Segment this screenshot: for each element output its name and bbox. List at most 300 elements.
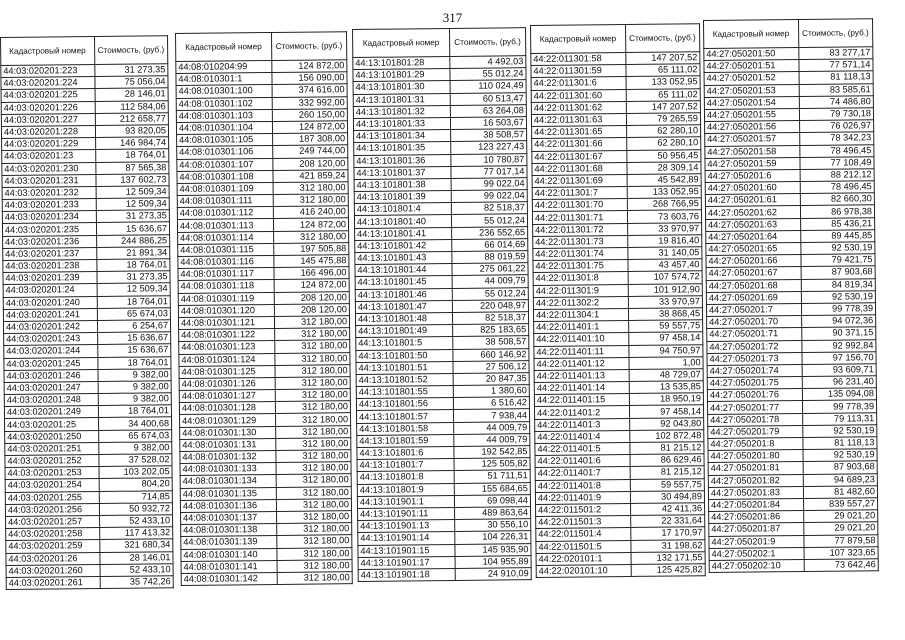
cadastral-number-cell: 44:03:020201:236 (3, 235, 97, 248)
table-row (2, 149, 169, 163)
cost-cell: 99 778,39 (801, 303, 875, 316)
cost-cell: 147 207,52 (625, 52, 699, 65)
table-row (706, 254, 875, 268)
cost-cell: 84 819,34 (801, 278, 875, 291)
cost-cell: 9 382,00 (98, 381, 172, 394)
cadastral-number-cell: 44:08:010301:133 (180, 463, 276, 476)
cadastral-number-cell: 44:03:020201:230 (2, 162, 96, 175)
cadastral-number-cell: 44:08:010301:139 (181, 536, 277, 549)
cadastral-number-cell: 44:03:020201:225 (1, 89, 95, 102)
cadastral-number-cell: 44:03:020201:244 (4, 345, 98, 358)
cadastral-number-cell: 44:13:101801:55 (356, 386, 453, 399)
table-row (533, 271, 702, 285)
cost-cell: 44 009,79 (453, 421, 529, 434)
cadastral-number-cell: 44:22:011401:3 (535, 418, 630, 431)
cost-cell: 18 764,01 (97, 356, 171, 369)
cost-cell: 12 509,34 (97, 283, 171, 296)
table-row (707, 315, 876, 329)
cost-cell: 104 226,31 (455, 531, 531, 544)
table-header-row (1, 36, 168, 66)
cost-cell: 74 486,80 (799, 95, 873, 108)
cost-cell: 21 891,34 (96, 247, 170, 260)
cost-cell: 81 118,13 (803, 437, 877, 450)
cost-cell: 28 309,14 (627, 161, 701, 174)
cadastral-number-cell: 44:22:011501:4 (536, 528, 631, 541)
cadastral-number-cell: 44:08:010301:109 (177, 182, 273, 195)
cadastral-number-cell: 44:08:010301:112 (177, 207, 273, 220)
cost-cell: 839 557,27 (803, 498, 877, 511)
cost-cell: 77 017,14 (451, 165, 527, 178)
cadastral-number-cell: 44:27:050201:58 (705, 145, 800, 158)
table-row (705, 120, 874, 134)
cadastral-number-cell: 44:27:050201:55 (704, 108, 799, 121)
table-row (534, 405, 703, 419)
cadastral-number-cell: 44:22:011401:13 (534, 369, 629, 382)
cadastral-number-cell: 44:22:011302:2 (533, 296, 628, 309)
cadastral-number-cell: 44:08:010301:142 (181, 572, 277, 585)
cost-cell: 93 820,05 (95, 125, 169, 138)
cadastral-number-cell: 44:13:101801:8 (357, 471, 454, 484)
cost-cell: 7 938,44 (453, 409, 529, 422)
table-row (533, 259, 702, 273)
cadastral-number-cell: 44:13:101901:1 (357, 495, 454, 508)
cadastral-number-cell: 44:27:050201:68 (706, 279, 801, 292)
cadastral-number-cell: 44:13:101801:56 (356, 398, 453, 411)
cost-cell: 312 180,00 (276, 462, 351, 475)
cost-cell: 18 764,01 (96, 259, 170, 272)
table-header-row (531, 24, 700, 54)
cadastral-number-cell: 44:27:050201:74 (707, 364, 802, 377)
cost-cell: 312 180,00 (275, 437, 350, 450)
cadastral-number-cell: 44:08:010301:108 (177, 170, 273, 183)
cost-cell: 88 212,12 (800, 169, 874, 182)
cost-cell: 31 273,35 (94, 64, 168, 77)
cost-cell: 29 021,20 (803, 510, 877, 523)
cost-cell: 260 150,00 (272, 108, 347, 121)
cadastral-number-cell: 44:27:050202:10 (709, 559, 804, 572)
cadastral-number-cell: 44:22:011401:6 (535, 455, 630, 468)
cost-cell: 94 689,23 (803, 473, 877, 486)
cadastral-number-cell: 44:22:011304:1 (533, 308, 628, 321)
cost-cell: 249 744,00 (272, 145, 347, 158)
table-row (706, 242, 875, 256)
cadastral-number-cell: 44:22:011301:66 (532, 138, 627, 151)
cadastral-number-cell: 44:22:011401:9 (535, 491, 630, 504)
cadastral-number-cell: 44:08:010301:100 (176, 85, 272, 98)
cadastral-number-cell: 44:27:050201:86 (709, 511, 804, 524)
cadastral-number-cell: 44:13:101801:45 (355, 276, 452, 289)
cadastral-number-cell: 44:22:011301:62 (531, 101, 626, 114)
cadastral-number-cell: 44:22:011301:75 (533, 260, 628, 273)
cost-cell: 82 518,37 (451, 202, 527, 215)
cadastral-number-cell: 44:13:101801:50 (356, 349, 453, 362)
cadastral-number-cell: 44:13:101801:29 (353, 69, 450, 82)
table-row (533, 247, 702, 261)
cadastral-number-cell: 44:27:050201:84 (709, 498, 804, 511)
table-row (6, 539, 173, 553)
cadastral-number-cell: 44:08:010301:137 (181, 511, 277, 524)
cadastral-number-cell: 44:03:020201:245 (4, 357, 98, 370)
cadastral-number-cell: 44:27:050201:9 (709, 535, 804, 548)
cost-cell: 81 215,12 (630, 466, 704, 479)
cadastral-number-cell: 44:22:020101:10 (536, 564, 631, 577)
cost-cell: 9 382,00 (97, 368, 171, 381)
cost-cell: 87 565,38 (95, 161, 169, 174)
cost-cell: 145 475,88 (274, 255, 349, 268)
cadastral-number-cell: 44:08:010301:138 (181, 524, 277, 537)
cost-cell: 147 207,52 (626, 100, 700, 113)
cadastral-number-cell: 44:13:101801:43 (355, 251, 452, 264)
header-cost: Стоимость, (руб.) (449, 28, 525, 57)
cost-cell: 78 496,45 (800, 181, 874, 194)
table-row (707, 376, 876, 390)
cadastral-number-cell: 44:08:010301:119 (178, 292, 274, 305)
cost-cell: 312 180,00 (276, 523, 351, 536)
cost-cell: 312 180,00 (274, 340, 349, 353)
table-row (3, 283, 170, 297)
cost-cell: 88 019,59 (452, 251, 528, 264)
cadastral-number-cell: 44:13:101801:49 (356, 325, 453, 338)
cost-cell: 87 903,68 (801, 266, 875, 279)
cadastral-number-cell: 44:27:050201:78 (708, 413, 803, 426)
cost-cell: 51 711,51 (454, 470, 530, 483)
cadastre-table-4 (530, 23, 706, 578)
table-row (534, 344, 703, 358)
cost-cell: 81 118,13 (799, 71, 873, 84)
table-row (706, 303, 875, 317)
cadastral-number-cell: 44:03:020201:253 (5, 467, 99, 480)
cost-cell: 31 273,35 (96, 271, 170, 284)
cadastral-number-cell: 44:08:010301:104 (176, 121, 272, 134)
cadastral-number-cell: 44:13:101801:32 (353, 105, 450, 118)
cost-cell: 31 273,35 (96, 210, 170, 223)
table-row (3, 320, 170, 334)
cadastral-number-cell: 44:13:101901:15 (358, 544, 455, 557)
table-row (534, 393, 703, 407)
cadastral-number-cell: 44:22:011301:70 (532, 199, 627, 212)
cadastral-number-cell: 44:13:101801:31 (353, 93, 450, 106)
cost-cell: 65 674,03 (98, 429, 172, 442)
cadastral-number-cell: 44:27:050201:62 (705, 206, 800, 219)
cadastral-number-cell: 44:22:011401:1 (534, 321, 629, 334)
cadastral-number-cell: 44:08:010301:102 (176, 97, 272, 110)
cost-cell: 17 170,97 (630, 527, 704, 540)
cost-cell: 92 043,80 (629, 417, 703, 430)
cost-cell: 18 950,19 (629, 393, 703, 406)
table-row (533, 295, 702, 309)
table-row (706, 217, 875, 231)
cost-cell: 103 202,05 (99, 466, 173, 479)
cadastral-number-cell: 44:22:011301:7 (532, 187, 627, 200)
cadastral-number-cell: 44:27:050201:6 (705, 169, 800, 182)
cost-cell: 97 156,70 (802, 351, 876, 364)
cost-cell: 312 180,00 (276, 511, 351, 524)
cost-cell: 332 992,00 (272, 96, 347, 109)
table-row (3, 234, 170, 248)
cost-cell: 208 120,00 (274, 291, 349, 304)
table-row (3, 271, 170, 285)
cost-cell: 79 730,18 (799, 108, 873, 121)
cost-cell: 312 180,00 (277, 547, 352, 560)
table-row (534, 320, 703, 334)
cost-cell: 208 120,00 (273, 157, 348, 170)
cadastral-number-cell: 44:13:101801:35 (354, 142, 451, 155)
table-row (536, 515, 705, 529)
table-row (704, 95, 873, 109)
table-row (709, 534, 878, 548)
cost-cell: 155 684,65 (454, 482, 530, 495)
table-row (5, 490, 172, 504)
cadastral-number-cell: 44:13:101801:42 (355, 239, 452, 252)
cost-cell: 28 146,01 (99, 551, 173, 564)
table-row (534, 332, 703, 346)
cost-cell: 107 323,65 (804, 546, 878, 559)
table-row (532, 210, 701, 224)
cost-cell: 275 061,22 (452, 263, 528, 276)
cadastral-number-cell: 44:08:010301:117 (178, 268, 274, 281)
cost-cell: 12 509,34 (96, 186, 170, 199)
table-row (536, 564, 705, 578)
cost-cell: 35 742,26 (100, 576, 174, 589)
cadastral-number-cell: 44:22:011301:6 (531, 77, 626, 90)
table-row (2, 222, 169, 236)
cadastral-number-cell: 44:27:050201:65 (706, 242, 801, 255)
cost-cell: 42 411,36 (630, 503, 704, 516)
cadastral-number-cell: 44:27:050201:80 (708, 450, 803, 463)
cost-cell: 92 530,19 (800, 242, 874, 255)
cost-cell: 312 180,00 (273, 194, 348, 207)
table-row (531, 52, 700, 66)
cost-cell: 714,85 (99, 490, 173, 503)
cadastral-number-cell: 44:22:011301:65 (532, 126, 627, 139)
cadastral-number-cell: 44:03:020201:252 (5, 454, 99, 467)
cadastral-number-cell: 44:27:050201:59 (705, 157, 800, 170)
cost-cell: 312 180,00 (274, 316, 349, 329)
cadastre-table-5 (703, 18, 879, 573)
table-row (4, 381, 171, 395)
cost-cell: 62 280,10 (626, 137, 700, 150)
cost-cell: 312 180,00 (276, 498, 351, 511)
cadastral-number-cell: 44:08:010301:129 (179, 414, 275, 427)
cadastral-number-cell: 44:13:101801:41 (355, 227, 452, 240)
cadastral-number-cell: 44:08:010301:106 (177, 146, 273, 159)
cadastral-number-cell: 44:13:101801:57 (356, 410, 453, 423)
cost-cell: 825 183,65 (452, 324, 528, 337)
cadastral-number-cell: 44:03:020201:255 (5, 491, 99, 504)
cost-cell: 55 012,24 (450, 68, 526, 81)
table-row (704, 83, 873, 97)
cost-cell: 34 400,68 (98, 417, 172, 430)
cadastral-number-cell: 44:13:101801:7 (357, 459, 454, 472)
cost-cell: 374 616,00 (272, 84, 347, 97)
cadastral-number-cell: 44:03:020201:249 (4, 406, 98, 419)
cadastre-table-1 (0, 35, 174, 590)
cost-cell: 236 552,65 (451, 226, 527, 239)
cost-cell: 27 506,12 (453, 360, 529, 373)
cadastral-number-cell: 44:03:020201:226 (1, 101, 95, 114)
table-row (5, 442, 172, 456)
cost-cell: 75 056,04 (94, 76, 168, 89)
table-row (6, 515, 173, 529)
cadastral-number-cell: 44:03:020201:235 (2, 223, 96, 236)
cost-cell: 83 585,61 (799, 83, 873, 96)
cadastral-number-cell: 44:13:101801:40 (354, 215, 451, 228)
cadastral-number-cell: 44:22:011301:72 (533, 223, 628, 236)
cadastral-number-cell: 44:22:011401:5 (535, 442, 630, 455)
cadastral-number-cell: 44:27:050201:56 (705, 121, 800, 134)
cadastral-number-cell: 44:08:010301:107 (177, 158, 273, 171)
cost-cell: 312 180,00 (275, 425, 350, 438)
cost-cell: 125 505,82 (454, 458, 530, 471)
cadastral-number-cell: 44:13:101801:30 (353, 81, 450, 94)
cost-cell: 166 496,00 (274, 267, 349, 280)
cadastre-table-3 (352, 27, 532, 582)
table-row (181, 572, 352, 586)
cadastral-number-cell: 44:13:101801:38 (354, 178, 451, 191)
cadastral-number-cell: 44:22:011401:12 (534, 357, 629, 370)
cadastral-number-cell: 44:27:050201:61 (705, 194, 800, 207)
table-row (3, 307, 170, 321)
cadastral-number-cell: 44:27:050201:7 (706, 303, 801, 316)
cost-cell: 312 180,00 (276, 474, 351, 487)
table-row (5, 466, 172, 480)
table-row (704, 108, 873, 122)
cost-cell: 92 530,19 (801, 290, 875, 303)
cadastral-number-cell: 44:13:101801:4 (354, 203, 451, 216)
cadastral-number-cell: 44:08:010301:130 (180, 426, 276, 439)
cadastral-number-cell: 44:27:050201:54 (704, 96, 799, 109)
cost-cell: 59 557,75 (628, 320, 702, 333)
cost-cell: 97 458,14 (628, 332, 702, 345)
table-row (707, 327, 876, 341)
table-row (707, 339, 876, 353)
table-row (358, 568, 531, 582)
cadastral-number-cell: 44:22:011301:58 (531, 53, 626, 66)
table-row (533, 308, 702, 322)
cost-cell: 124 872,00 (274, 279, 349, 292)
cadastral-number-cell: 44:03:020201:227 (1, 113, 95, 126)
cadastral-number-cell: 44:03:020201:256 (5, 503, 99, 516)
cost-cell: 1,00 (629, 356, 703, 369)
cost-cell: 99 022,04 (451, 190, 527, 203)
table-row (706, 266, 875, 280)
cadastral-number-cell: 44:22:011401:15 (534, 394, 629, 407)
cost-cell: 31 198,62 (631, 539, 705, 552)
cost-cell: 124 872,00 (272, 60, 347, 73)
cost-cell: 73 603,76 (627, 210, 701, 223)
cadastral-number-cell: 44:08:010204:99 (176, 60, 272, 73)
cost-cell: 10 780,87 (451, 153, 527, 166)
cost-cell: 90 371,15 (801, 327, 875, 340)
table-row (536, 551, 705, 565)
cost-cell: 1 380,60 (453, 385, 529, 398)
cadastral-number-cell: 44:13:101901:11 (358, 507, 455, 520)
cost-cell: 77 108,49 (800, 156, 874, 169)
cost-cell: 65 111,02 (626, 64, 700, 77)
cadastral-number-cell: 44:22:011401:14 (534, 382, 629, 395)
cost-cell: 312 180,00 (275, 364, 350, 377)
cadastral-number-cell: 44:13:101901:17 (358, 556, 455, 569)
cadastral-number-cell: 44:08:010301:103 (176, 109, 272, 122)
cadastral-number-cell: 44:03:020201:251 (5, 442, 99, 455)
table-row (3, 295, 170, 309)
cadastral-number-cell: 44:03:020201:231 (2, 174, 96, 187)
cost-cell: 804,20 (99, 478, 173, 491)
cadastral-number-cell: 44:27:050201:79 (708, 425, 803, 438)
cadastral-number-cell: 44:22:011301:9 (533, 284, 628, 297)
header-cost: Стоимость, (руб.) (271, 32, 347, 61)
cost-cell: 20 847,35 (453, 373, 529, 386)
cost-cell: 107 574,72 (628, 271, 702, 284)
cadastral-number-cell: 44:13:101801:28 (353, 56, 450, 69)
header-cost: Стоимость, (руб.) (94, 36, 168, 65)
cadastral-number-cell: 44:08:010301:136 (180, 499, 276, 512)
cadastral-number-cell: 44:13:101801:44 (355, 264, 452, 277)
cost-cell: 28 146,01 (95, 88, 169, 101)
cadastral-number-cell: 44:22:011301:67 (532, 150, 627, 163)
header-cadastral-number: Кадастровый номер (531, 25, 626, 54)
cadastral-number-cell: 44:27:050201:70 (707, 316, 802, 329)
cadastral-number-cell: 44:22:011301:71 (532, 211, 627, 224)
cadastral-number-cell: 44:22:011301:73 (533, 235, 628, 248)
cadastral-number-cell: 44:08:010301:134 (180, 475, 276, 488)
header-cadastral-number: Кадастровый номер (353, 28, 450, 57)
cadastral-number-cell: 44:03:020201:243 (4, 333, 98, 346)
header-cadastral-number: Кадастровый номер (704, 20, 799, 49)
cost-cell: 15 636,67 (97, 332, 171, 345)
cadastral-number-cell: 44:08:010301:113 (177, 219, 273, 232)
cadastral-number-cell: 44:08:010301:116 (178, 255, 274, 268)
cadastral-number-cell: 44:03:020201:239 (3, 272, 97, 285)
cadastral-number-cell: 44:27:050201:83 (708, 486, 803, 499)
table-header-row (704, 19, 873, 49)
cost-cell: 79 265,59 (626, 113, 700, 126)
cost-cell: 62 280,10 (626, 125, 700, 138)
cadastral-number-cell: 44:13:101801:47 (355, 300, 452, 313)
table-row (6, 527, 173, 541)
cadastral-number-cell: 44:27:050201:69 (706, 291, 801, 304)
cost-cell: 212 658,77 (95, 112, 169, 125)
cost-cell: 135 094,08 (802, 388, 876, 401)
table-row (1, 125, 168, 139)
cadastral-number-cell: 44:27:050201:72 (707, 340, 802, 353)
cost-cell: 94 750,97 (628, 344, 702, 357)
table-row (709, 510, 878, 524)
table-row (1, 64, 168, 78)
table-row (3, 247, 170, 261)
table-row (4, 332, 171, 346)
cadastral-number-cell: 44:27:050202:1 (709, 547, 804, 560)
table-row (706, 278, 875, 292)
cadastral-number-cell: 44:13:101801:52 (356, 373, 453, 386)
table-row (4, 405, 171, 419)
cost-cell: 15 636,67 (96, 222, 170, 235)
cadastral-number-cell: 44:13:101801:59 (357, 434, 454, 447)
cost-cell: 101 912,90 (628, 283, 702, 296)
cadastral-number-cell: 44:27:050201:75 (707, 377, 802, 390)
cadastral-number-cell: 44:03:020201:247 (4, 381, 98, 394)
cost-cell: 86 978,38 (800, 205, 874, 218)
cost-cell: 9 382,00 (98, 393, 172, 406)
cadastral-number-cell: 44:03:020201:224 (1, 77, 95, 90)
cost-cell: 87 903,68 (803, 461, 877, 474)
cost-cell: 312 180,00 (273, 230, 348, 243)
cost-cell: 12 509,34 (96, 198, 170, 211)
cadastral-number-cell: 44:03:020201:258 (6, 528, 100, 541)
cost-cell: 312 180,00 (275, 389, 350, 402)
cost-cell: 79 113,31 (802, 412, 876, 425)
table-row (707, 364, 876, 378)
